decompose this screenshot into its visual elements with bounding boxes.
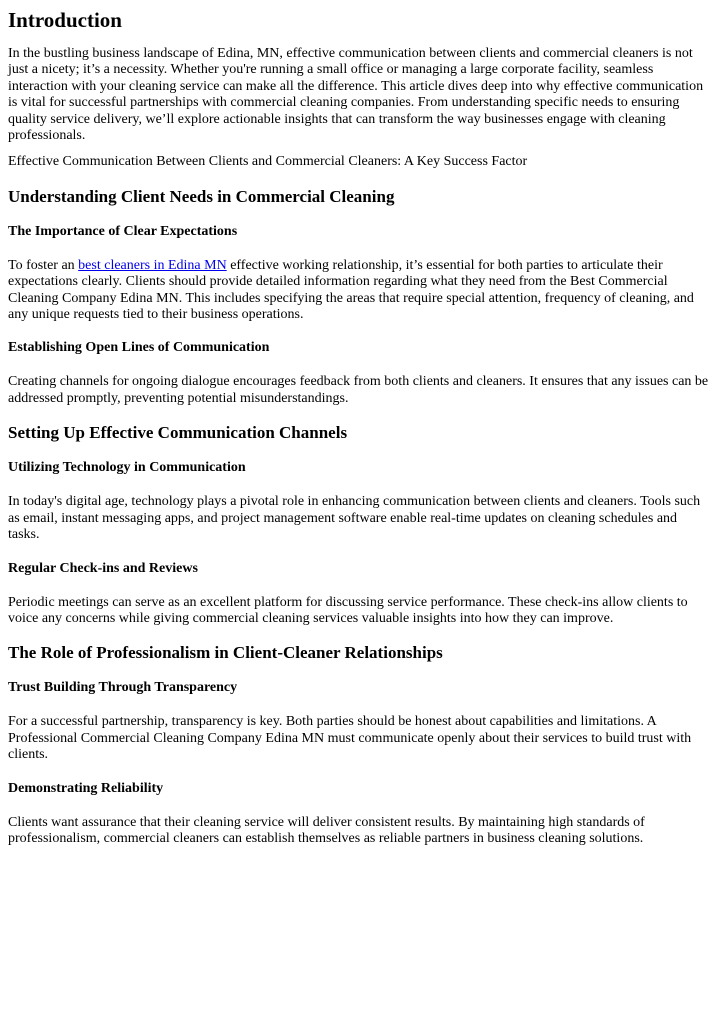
intro-paragraph: In the bustling business landscape of Edina, MN, effective communication between clients and commercial cleaners is not just a nicety; it’s a necessity. Whether you're running a small office or managing a large corporate facility, seamless interaction with your cleaning service can make all the difference. This article dives deep into why effective communication is vital for successful partnerships with commercial cleaning companies. From understanding specific needs to ensuring quality service delivery, we’ll explore actionable insights that can transform the way businesses engage with cleaning professionals. (8, 46, 704, 144)
paragraph-text-before-link: To foster an (8, 257, 79, 273)
subheading-open-lines: Establishing Open Lines of Communication (8, 340, 270, 356)
open-lines-paragraph: Creating channels for ongoing dialogue encourages feedback from both clients and cleaners. It ensures that any issues can be addressed promptly, preventing potential misunderstandings. (8, 374, 709, 406)
best-cleaners-link[interactable]: best cleaners in Edina MN (78, 257, 227, 273)
section-heading-professionalism: The Role of Professionalism in Client-Cleaner Relationships (8, 643, 443, 663)
subheading-technology: Utilizing Technology in Communication (8, 460, 246, 476)
subheading-transparency: Trust Building Through Transparency (8, 680, 238, 696)
subheading-clear-expectations: The Importance of Clear Expectations (8, 223, 238, 239)
reliability-paragraph: Clients want assurance that their cleaning service will deliver consistent results. By maintaining high standards of professionalism, commercial cleaners can establish themselves as reliable partners in business cleaning solutions. (8, 814, 645, 846)
clear-expectations-paragraph (8, 258, 712, 324)
intro-tagline: Effective Communication Between Clients and Commercial Cleaners: A Key Success Factor (8, 154, 528, 170)
section-heading-channels: Setting Up Effective Communication Channels (8, 423, 348, 443)
article (0, 8, 720, 847)
technology-paragraph: In today's digital age, technology plays a pivotal role in enhancing communication between clients and cleaners. Tools such as email, instant messaging apps, and project management software enable real-time updates on cleaning schedules and tasks. (8, 494, 701, 543)
transparency-paragraph: For a successful partnership, transparency is key. Both parties should be honest about capabilities and limitations. A Professional Commercial Cleaning Company Edina MN must communicate openly about their services to build trust with clients. (8, 714, 692, 763)
subheading-check-ins: Regular Check-ins and Reviews (8, 560, 198, 576)
subheading-reliability: Demonstrating Reliability (8, 780, 164, 796)
paragraph-text-after-link: effective working relationship, it’s essential for both parties to articulate their expectations clearly. Clients should provide detailed information regarding what they need from the Best Commercial Cleaning Company Edina MN. This includes specifying the areas that require special attention, frequency of cleaning, and any unique requests tied to their business operations. (8, 257, 694, 323)
section-heading-client-needs: Understanding Client Needs in Commercial Cleaning (8, 186, 395, 206)
intro-heading: Introduction (8, 8, 122, 32)
check-ins-paragraph: Periodic meetings can serve as an excellent platform for discussing service performance. These check-ins allow clients to voice any concerns while giving commercial cleaning services valuable insights into how they can improve. (8, 594, 688, 626)
